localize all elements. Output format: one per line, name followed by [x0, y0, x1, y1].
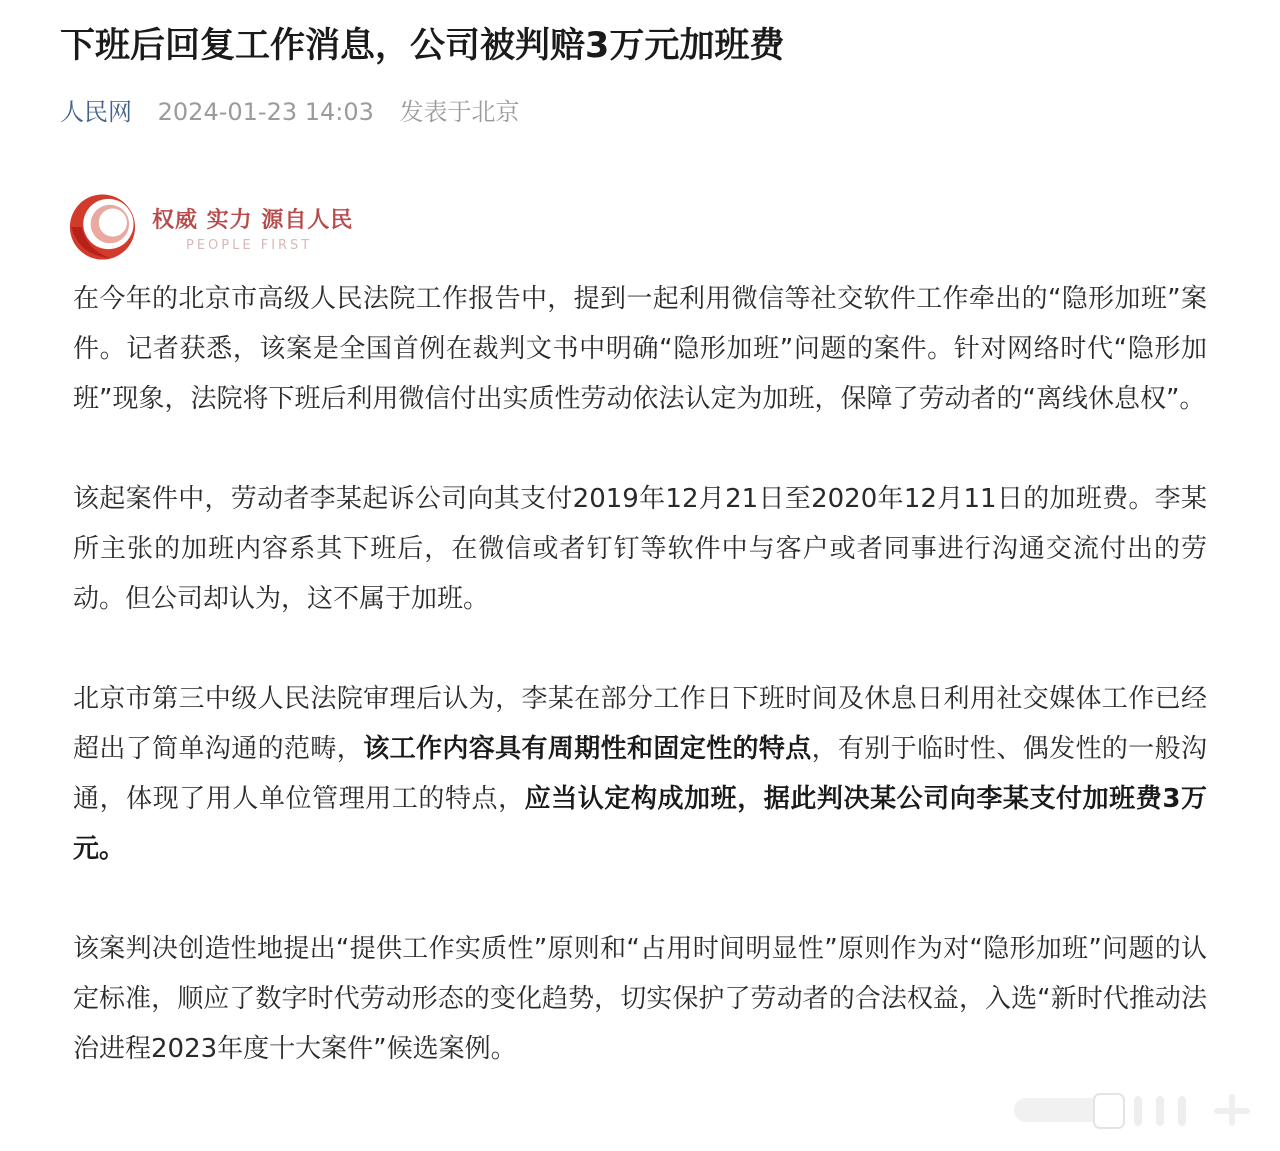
paragraph-3-part-2: ，有别于临时性、偶发性的一般沟通，体现了用人单位管理用工的特点， [73, 734, 1207, 814]
paragraph-3-part-1: 北京市第三中级人民法院审理后认为，李某在部分工作日下班时间及休息日利用社交媒体工作已经超出了简单沟通的范畴， [73, 684, 1207, 764]
people-daily-logo-icon [64, 190, 138, 264]
brand-banner [64, 190, 384, 266]
article-title: 下班后回复工作消息，公司被判赔3万元加班费 [60, 26, 785, 66]
brand-slogan: 权威 实力 源自人民 [152, 208, 354, 233]
paragraph-3 [73, 674, 1207, 874]
paragraph-3-bold-1: 该工作内容具有周期性和固定性的特点 [363, 734, 812, 764]
publish-location: 发表于北京 [399, 98, 520, 126]
paragraph-3-bold-2: 应当认定构成加班，据此判决某公司向李某支付加班费3万元。 [73, 784, 1207, 864]
publish-time: 2024-01-23 14:03 [157, 98, 374, 126]
article-body [73, 274, 1207, 1124]
source-link[interactable]: 人民网 [60, 98, 132, 126]
paragraph-1: 在今年的北京市高级人民法院工作报告中，提到一起利用微信等社交软件工作牵出的“隐形加班”案件。记者获悉，该案是全国首例在裁判文书中明确“隐形加班”问题的案件。针对网络时代“隐形加班”现象，法院将下班后利用微信付出实质性劳动依法认定为加班，保障了劳动者的“离线休息权”。 [73, 284, 1207, 414]
brand-slogan-en: PEOPLE FIRST [186, 238, 313, 253]
watermark-icon [1014, 1088, 1254, 1134]
paragraph-2: 该起案件中，劳动者李某起诉公司向其支付2019年12月21日至2020年12月11日的加班费。李某所主张的加班内容系其下班后，在微信或者钉钉等软件中与客户或者同事进行沟通交流付出的劳动。但公司却认为，这不属于加班。 [73, 484, 1207, 614]
paragraph-4: 该案判决创造性地提出“提供工作实质性”原则和“占用时间明显性”原则作为对“隐形加班”问题的认定标准，顺应了数字时代劳动形态的变化趋势，切实保护了劳动者的合法权益，入选“新时代推动法治进程2023年度十大案件”候选案例。 [73, 934, 1207, 1064]
article-meta [60, 92, 520, 132]
